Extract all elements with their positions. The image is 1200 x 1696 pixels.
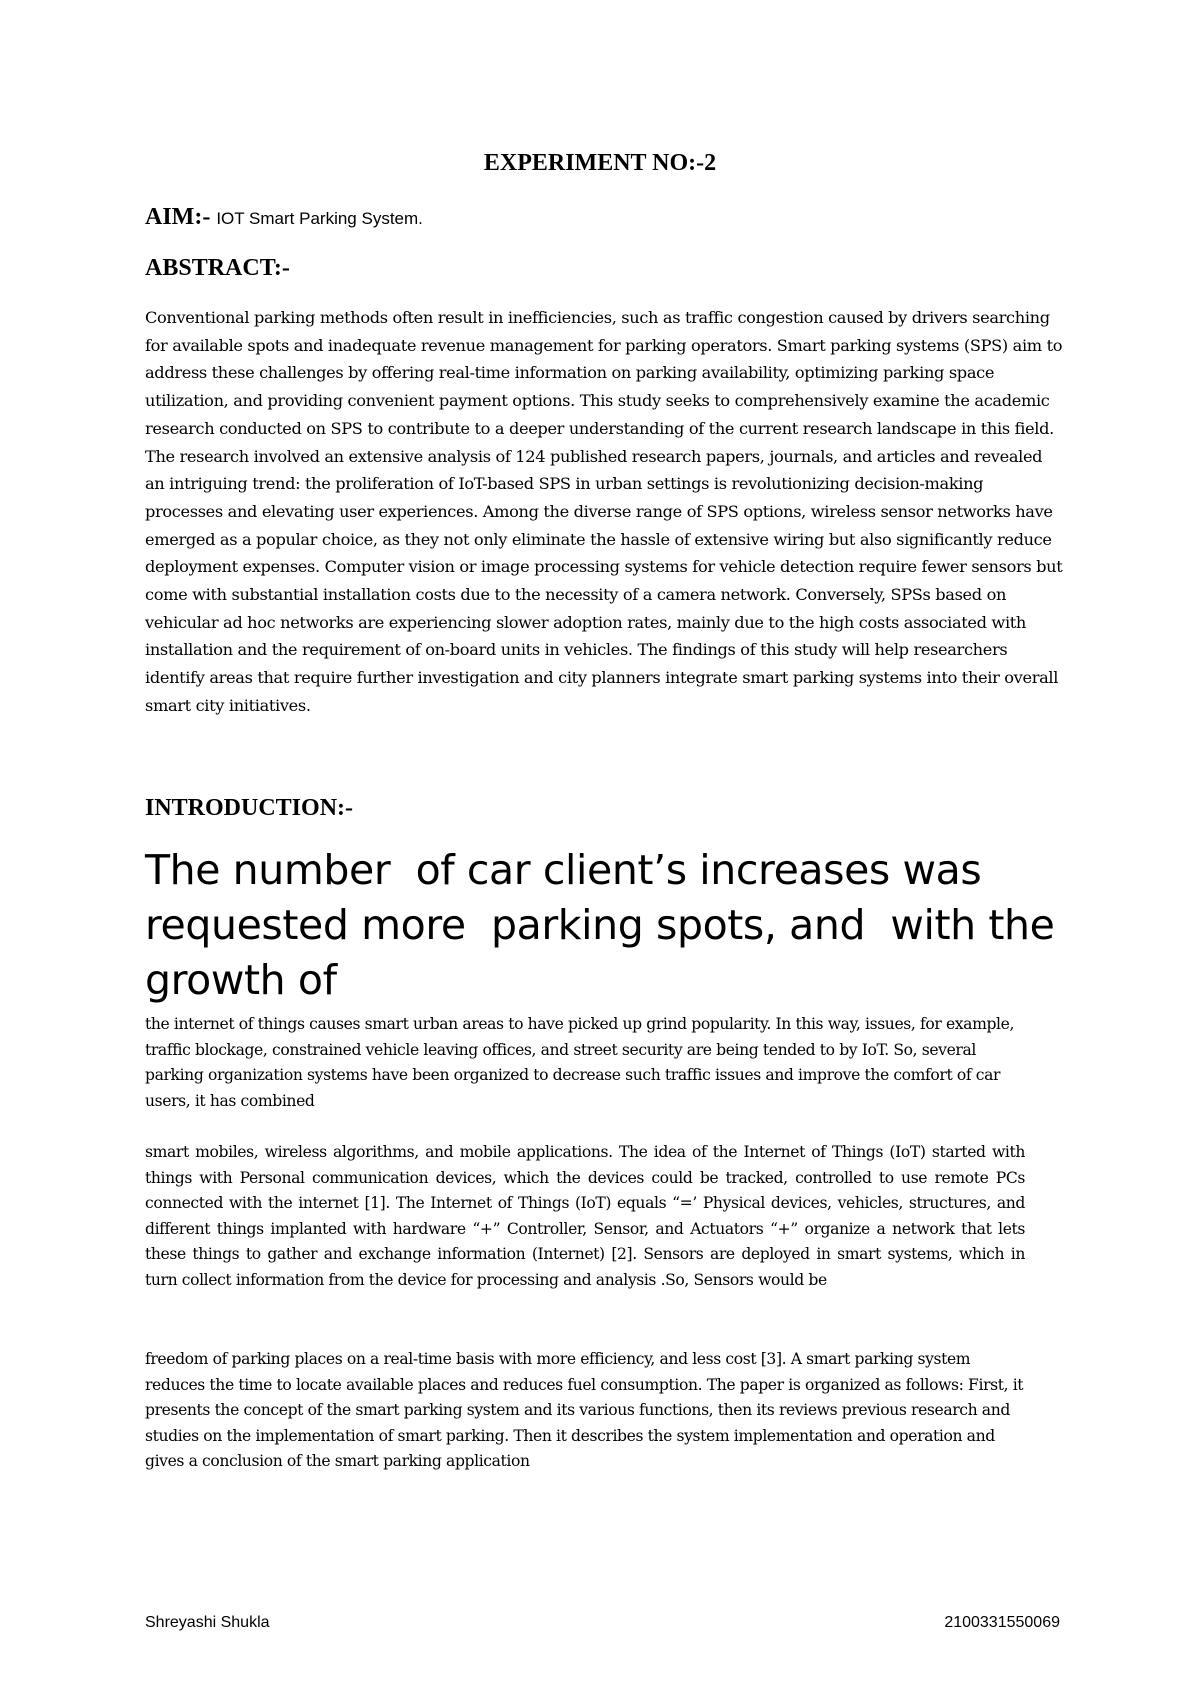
footer-roll-number: 2100331550069 (944, 1614, 1060, 1631)
abstract-heading: ABSTRACT:- (145, 255, 290, 281)
aim-value: IOT Smart Parking System. (216, 209, 423, 228)
introduction-heading: INTRODUCTION:- (145, 795, 354, 821)
intro-paragraph-1: the internet of things causes smart urban areas to have picked up grind popularity. In this way, issues, for example, traffic blockage, constrained vehicle leaving offices, and street security are being tended to by IoT. So, several parking organization systems have been organized to decrease such traffic issues and improve the comfort of car users, it has combined (145, 1015, 1015, 1110)
experiment-title: EXPERIMENT NO:-2 (483, 150, 717, 176)
aim-line (145, 204, 423, 231)
intro-paragraph-2: smart mobiles, wireless algorithms, and mobile applications. The idea of the Internet of Things (IoT) started with things with Personal communication devices, which the devices could be tracked, controlled to use remote PCs connected with the internet [1]. The Internet of Things (IoT) equals “=’ Physical devices, vehicles, structures, and different things implanted with hardware “+” Controller, Sensor, and Actuators “+” organize a network that lets these things to gather and exchange information (Internet) [2]. Sensors are deployed in smart systems, which in turn collect information from the device for processing and analysis .So, Sensors would be (145, 1143, 1025, 1289)
intro-paragraph-3: freedom of parking places on a real-time basis with more efficiency, and less cost [3]. A smart parking system reduces the time to locate available places and reduces fuel consumption. The paper is organized as follows: First, it presents the concept of the smart parking system and its various functions, then its reviews previous research and studies on the implementation of smart parking. Then it describes the system implementation and operation and gives a conclusion of the smart parking application (145, 1350, 1024, 1471)
footer-author: Shreyashi Shukla (145, 1614, 270, 1631)
abstract-text: Conventional parking methods often result in inefficiencies, such as traffic congestion caused by drivers searching for available spots and inadequate revenue management for parking operators. Smart parking systems (SPS) aim to address these challenges by offering real-time information on parking availability, optimizing parking space utilization, and providing convenient payment options. This study seeks to comprehensively examine the academic research conducted on SPS to contribute to a deeper understanding of the current research landscape in this field. The research involved an extensive analysis of 124 published research papers, journals, and articles and revealed an intriguing trend: the proliferation of IoT-based SPS in urban settings is revolutionizing decision-making processes and elevating user experiences. Among the diverse range of SPS options, wireless sensor networks have emerged as a popular choice, as they not only eliminate the hassle of extensive wiring but also significantly reduce deployment expenses. Computer vision or image processing systems for vehicle detection require fewer sensors but come with substantial installation costs due to the necessity of a camera network. Conversely, SPSs based on vehicular ad hoc networks are experiencing slower adoption rates, mainly due to the high costs associated with installation and the requirement of on-board units in vehicles. The findings of this study will help researchers identify areas that require further investigation and city planners integrate smart parking systems into their overall smart city initiatives. (145, 308, 1063, 715)
intro-large-text: The number of car client’s increases was requested more parking spots, and with the growth of (145, 846, 1080, 1004)
aim-label: AIM:- (145, 204, 211, 230)
